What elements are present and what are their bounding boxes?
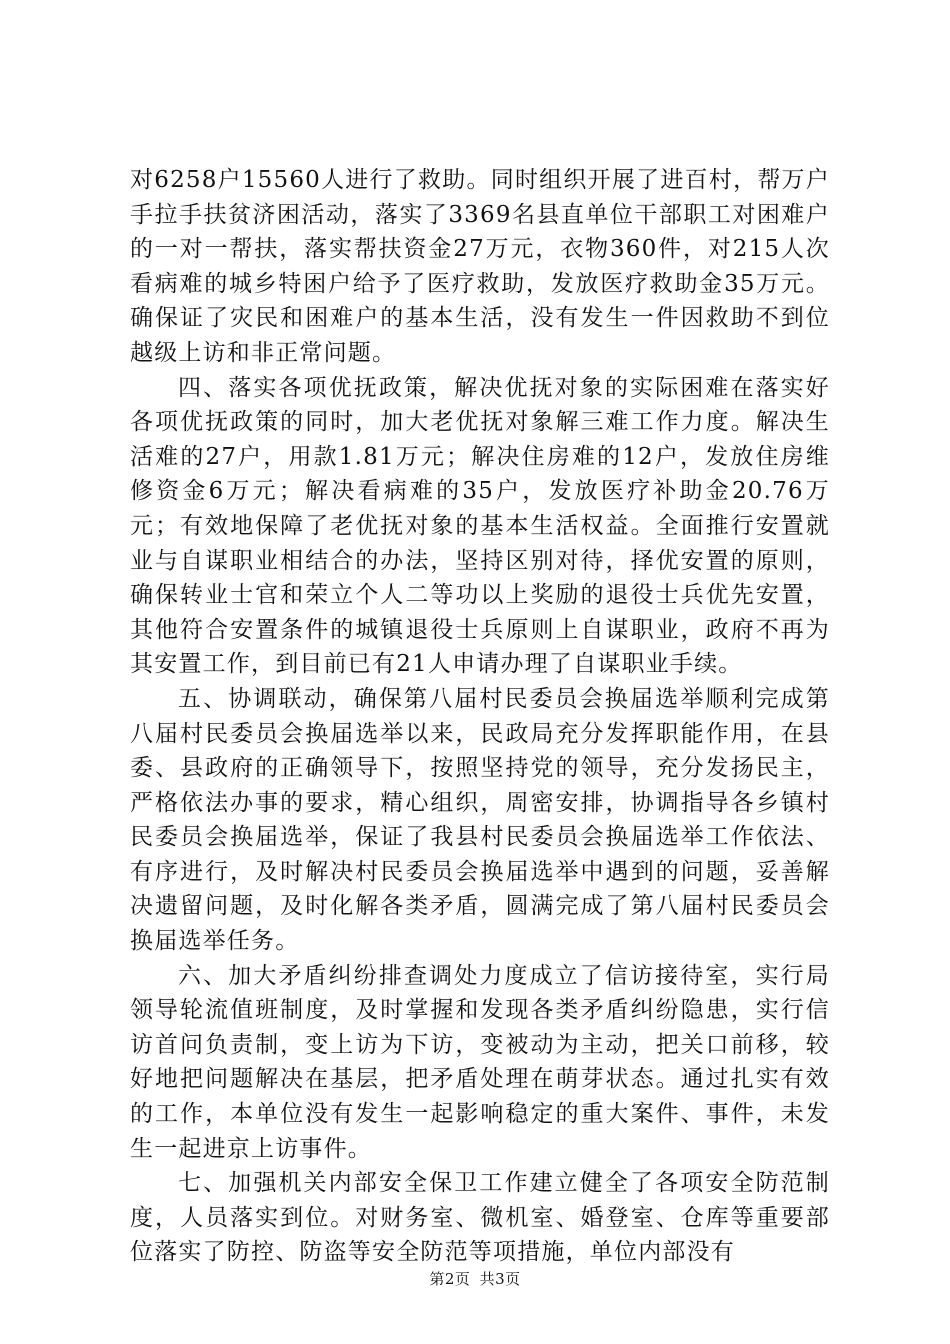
page-number: 第2页 — [429, 1270, 471, 1288]
document-body — [130, 163, 830, 1270]
paragraph-section-five: 五、协调联动，确保第八届村民委员会换届选举顺利完成第八届村民委员会换届选举以来，民政局充分发挥职能作用，在县委、县政府的正确领导下，按照坚持党的领导，充分发扬民主，严格依法办事的要求，精心组织，周密安排，协调指导各乡镇村民委员会换届选举，保证了我县村民委员会换届选举工作依法、有序进行，及时解决村民委员会换届选举中遇到的问题，妥善解决遗留问题，及时化解各类矛盾，圆满完成了第八届村民委员会换届选举任务。 — [130, 685, 830, 955]
page-total: 共3页 — [479, 1270, 521, 1288]
paragraph-section-six: 六、加大矛盾纠纷排查调处力度成立了信访接待室，实行局领导轮流值班制度，及时掌握和发现各类矛盾纠纷隐患，实行信访首问负责制，变上访为下访，变被动为主动，把关口前移，较好地把问题解决在基层，把矛盾处理在萌芽状态。通过扎实有效的工作，本单位没有发生一起影响稳定的重大案件、事件，未发生一起进京上访事件。 — [130, 962, 830, 1162]
paragraph-section-four: 四、落实各项优抚政策，解决优抚对象的实际困难在落实好各项优抚政策的同时，加大老优抚对象解三难工作力度。解决生活难的27户，用款1.81万元；解决住房难的12户，发放住房维修资金6万元；解决看病难的35户，发放医疗补助金20.76万元；有效地保障了老优抚对象的基本生活权益。全面推行安置就业与自谋职业相结合的办法，坚持区别对待，择优安置的原则，确保转业士官和荣立个人二等功以上奖励的退役士兵优先安置，其他符合安置条件的城镇退役士兵原则上自谋职业，政府不再为其安置工作，到目前已有21人申请办理了自谋职业手续。 — [130, 374, 830, 678]
paragraph-section-seven: 七、加强机关内部安全保卫工作建立健全了各项安全防范制度，人员落实到位。对财务室、微机室、婚登室、仓库等重要部位落实了防控、防盗等安全防范等项措施，单位内部没有 — [130, 1170, 830, 1266]
paragraph-relief: 对6258户15560人进行了救助。同时组织开展了进百村，帮万户手拉手扶贫济困活动，落实了3369名县直单位干部职工对困难户的一对一帮扶，落实帮扶资金27万元，衣物360件，对215人次看病难的城乡特困户给予了医疗救助，发放医疗救助金35万元。确保证了灾民和困难户的基本生活，没有发生一件因救助不到位越级上访和非正常问题。 — [130, 167, 830, 366]
page-footer — [0, 1268, 950, 1289]
